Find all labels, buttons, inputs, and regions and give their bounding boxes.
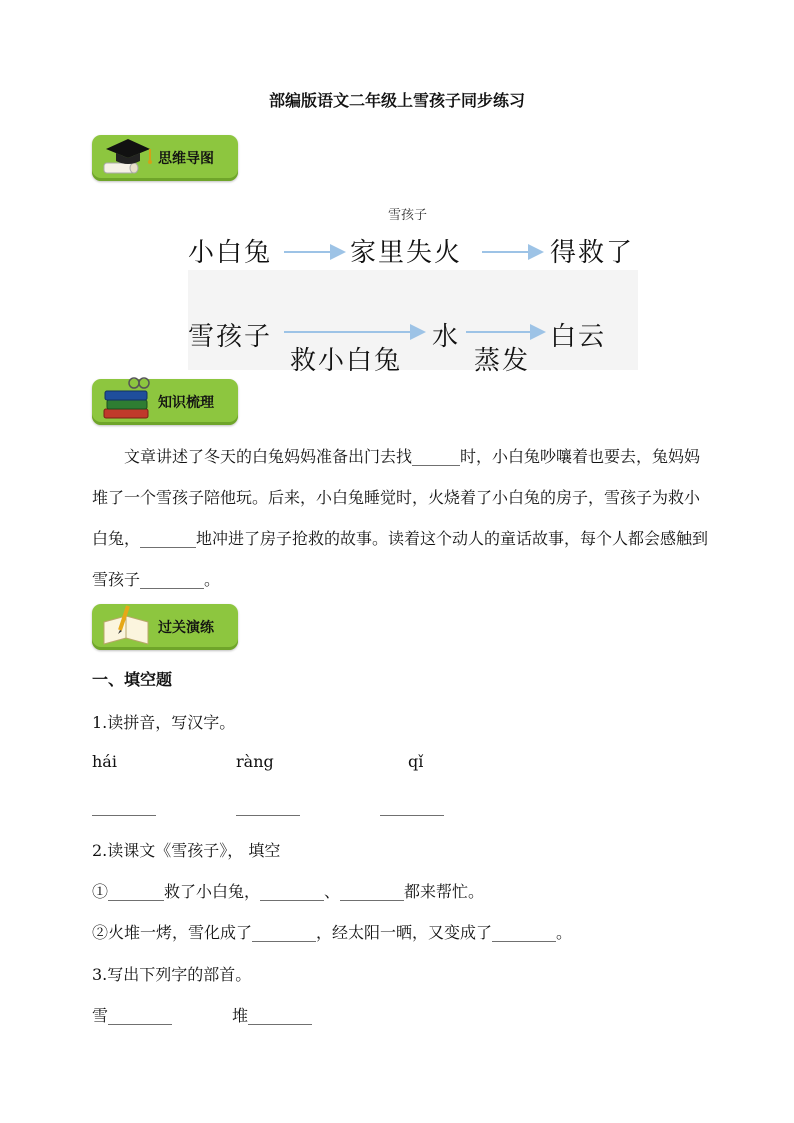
badge-knowledge-label: 知识梳理: [158, 395, 214, 411]
section-heading: 一、填空题: [92, 670, 173, 689]
node-cloud: 白云: [550, 322, 607, 352]
diagram-arrows: [188, 200, 638, 370]
node-water: 水: [432, 322, 461, 352]
q1-prompt: 1.读拼音，写汉字。: [92, 713, 236, 732]
graduation-cap-icon: [98, 131, 158, 181]
books-icon: [98, 375, 158, 425]
summary-text: 地冲进了房子抢救的故事。读着这个动人的童话故事，每个人都会感触到雪孩子: [92, 529, 709, 589]
q3-prompt: 3.写出下列字的部首。: [92, 965, 252, 984]
q1-blank-3[interactable]: ________: [380, 797, 444, 816]
node-snow-child: 雪孩子: [188, 322, 273, 352]
q3-item-1[interactable]: 雪________: [92, 1006, 173, 1025]
summary-text: 。: [204, 570, 221, 589]
summary-text: 文章讲述了冬天的白兔妈妈准备出门去找: [124, 447, 413, 466]
node-rescued: 得救了: [550, 238, 635, 268]
badge-knowledge: [92, 379, 238, 425]
q1-pinyin-3: qǐ: [408, 752, 424, 771]
summary-blank: ______: [412, 447, 461, 466]
badge-mindmap: [92, 135, 238, 181]
edge-label-save-rabbit: 救小白兔: [290, 346, 403, 376]
page-title: 部编版语文二年级上雪孩子同步练习: [268, 91, 525, 110]
q1-blank-2[interactable]: ________: [236, 797, 300, 816]
q2-prompt: 2.读课文《雪孩子》， 填空: [92, 841, 281, 860]
q1-pinyin-2: ràng: [236, 752, 274, 771]
notebook-pencil-icon: [98, 600, 158, 650]
badge-practice-label: 过关演练: [158, 620, 214, 636]
q1-blank-1[interactable]: ________: [92, 797, 156, 816]
summary-paragraph: [92, 436, 712, 600]
q2-line-1[interactable]: ①_______救了小白兔，________、________都来帮忙。: [92, 882, 485, 901]
summary-blank: _______: [140, 529, 197, 548]
edge-label-evaporate: 蒸发: [474, 346, 531, 376]
q3-item-2[interactable]: 堆________: [232, 1006, 313, 1025]
q2-line-2[interactable]: ②火堆一烤，雪化成了________，经太阳一晒，又变成了________。: [92, 923, 573, 942]
node-house-fire: 家里失火: [350, 238, 463, 268]
summary-blank: ________: [140, 570, 205, 589]
badge-practice: [92, 604, 238, 650]
summary-text: 时，小白兔吵嚷着也要去，兔妈妈堆了一个雪孩子陪他玩。后来，小白兔睡觉时，火烧着了小白兔的房子，雪孩子为救小白兔，: [92, 447, 701, 548]
mind-map-diagram: [188, 200, 638, 376]
q1-pinyin-1: hái: [92, 752, 117, 771]
diagram-caption: 雪孩子: [388, 208, 428, 223]
node-little-rabbit: 小白兔: [188, 238, 273, 268]
badge-mindmap-label: 思维导图: [158, 151, 214, 167]
